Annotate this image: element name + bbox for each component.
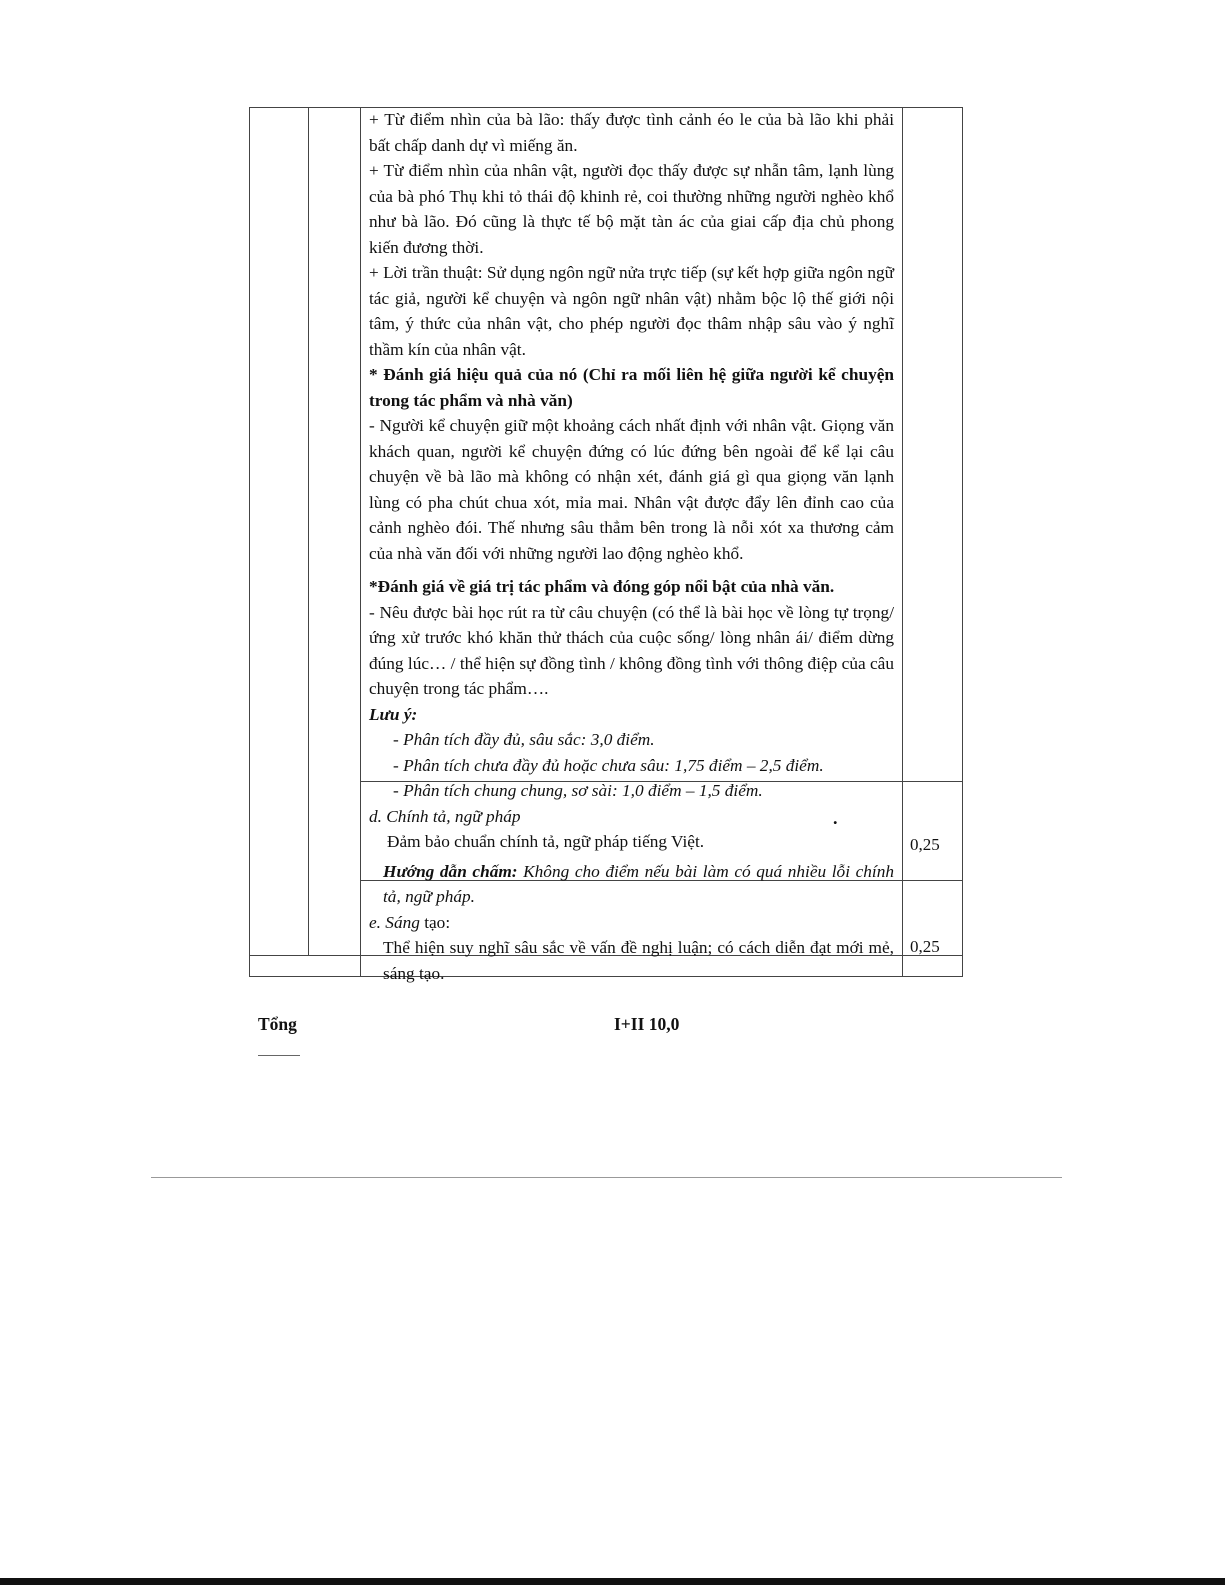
note-partial-analysis: - Phân tích chưa đầy đủ hoặc chưa sâu: 1,75 điểm – 2,5 điểm.: [393, 755, 824, 775]
grading-guide-label: Hướng dẫn chấm:: [383, 861, 518, 881]
score-e: 0,25: [910, 937, 940, 956]
section-e-title: [369, 910, 894, 936]
table-column-divider-3: [902, 107, 903, 977]
paragraph-character-viewpoint: + Từ điểm nhìn của nhân vật, người đọc thấy được sự nhẫn tâm, lạnh lùng của bà phó Thụ khi tỏ thái độ khinh rẻ, coi thường những người nghèo khổ như bà lão. Đó cũng là thực tế bộ mặt tàn ác của giai cấp địa chủ phong kiến đương thời.: [369, 161, 894, 257]
grading-content: [369, 107, 894, 986]
grading-guide-text: Không cho điểm nếu bài làm có quá nhiều lỗi chính tả, ngữ pháp.: [383, 861, 894, 906]
page-divider: [151, 1177, 1062, 1178]
short-rule: [258, 1055, 300, 1056]
table-border-left: [249, 107, 250, 977]
table-column-divider-2: [360, 107, 361, 977]
score-d: 0,25: [910, 835, 940, 854]
section-d-title: d. Chính tả, ngữ pháp: [369, 806, 521, 826]
paragraph-narrator-distance: - Người kể chuyện giữ một khoảng cách nhất định với nhân vật. Giọng văn khách quan, người kể chuyện đứng có lúc đứng bên ngoài để kể lại câu chuyện về bà lão mà không có nhận xét, đánh giá gì qua giọng văn lạnh lùng có pha chút chua xót, mỉa mai. Nhân vật được đẩy lên đỉnh cao của cảnh nghèo đói. Thế nhưng sâu thẳm bên trong là nỗi xót xa thương cảm của nhà văn đối với những người lao động nghèo khổ.: [369, 416, 894, 563]
paragraph-lesson: - Nêu được bài học rút ra từ câu chuyện (có thể là bài học về lòng tự trọng/ ứng xử trước khó khăn thử thách của cuộc sống/ lòng nhân ái/ điểm dừng đúng lúc… / thể hiện sự đồng tình / không đồng tình với thông điệp của câu chuyện trong tác phẩm….: [369, 602, 894, 698]
note-label: Lưu ý:: [369, 704, 418, 724]
bottom-edge-bar: [0, 1578, 1225, 1585]
paragraph-narration: + Lời trần thuật: Sử dụng ngôn ngữ nửa trực tiếp (sự kết hợp giữa ngôn ngữ tác giả, người kể chuyện và ngôn ngữ nhân vật) nhằm bộc lộ thế giới nội tâm, ý thức của nhân vật, cho phép người đọc thâm nhập sâu vào ý nghĩ thầm kín của nhân vật.: [369, 263, 894, 359]
section-e-text: Thể hiện suy nghĩ sâu sắc về vấn đề nghị luận; có cách diễn đạt mới mẻ, sáng tạo.: [383, 938, 894, 983]
table-border-right: [962, 107, 963, 977]
table-column-divider-1: [308, 107, 309, 955]
note-general-analysis: - Phân tích chung chung, sơ sài: 1,0 điểm – 1,5 điểm.: [393, 781, 763, 800]
section-d-text: Đảm bảo chuẩn chính tả, ngữ pháp tiếng Việt.: [387, 832, 705, 851]
section-e-title-italic: e. Sáng: [369, 912, 420, 932]
heading-effect-evaluation: * Đánh giá hiệu quả của nó (Chỉ ra mối liên hệ giữa người kể chuyện trong tác phẩm và nhà văn): [369, 365, 894, 410]
stray-dot: .: [833, 808, 838, 828]
section-e-title-rest: tạo:: [424, 912, 451, 932]
note-full-analysis: - Phân tích đầy đủ, sâu sắc: 3,0 điểm.: [393, 730, 655, 749]
paragraph-old-woman-viewpoint: + Từ điểm nhìn của bà lão: thấy được tình cảnh éo le của bà lão khi phải bất chấp danh dự vì miếng ăn.: [369, 110, 894, 155]
grading-guide: [369, 859, 894, 910]
total-label: Tổng: [258, 1014, 297, 1034]
total-value: I+II 10,0: [614, 1014, 680, 1034]
heading-work-value: *Đánh giá về giá trị tác phẩm và đóng góp nổi bật của nhà văn.: [369, 577, 835, 596]
